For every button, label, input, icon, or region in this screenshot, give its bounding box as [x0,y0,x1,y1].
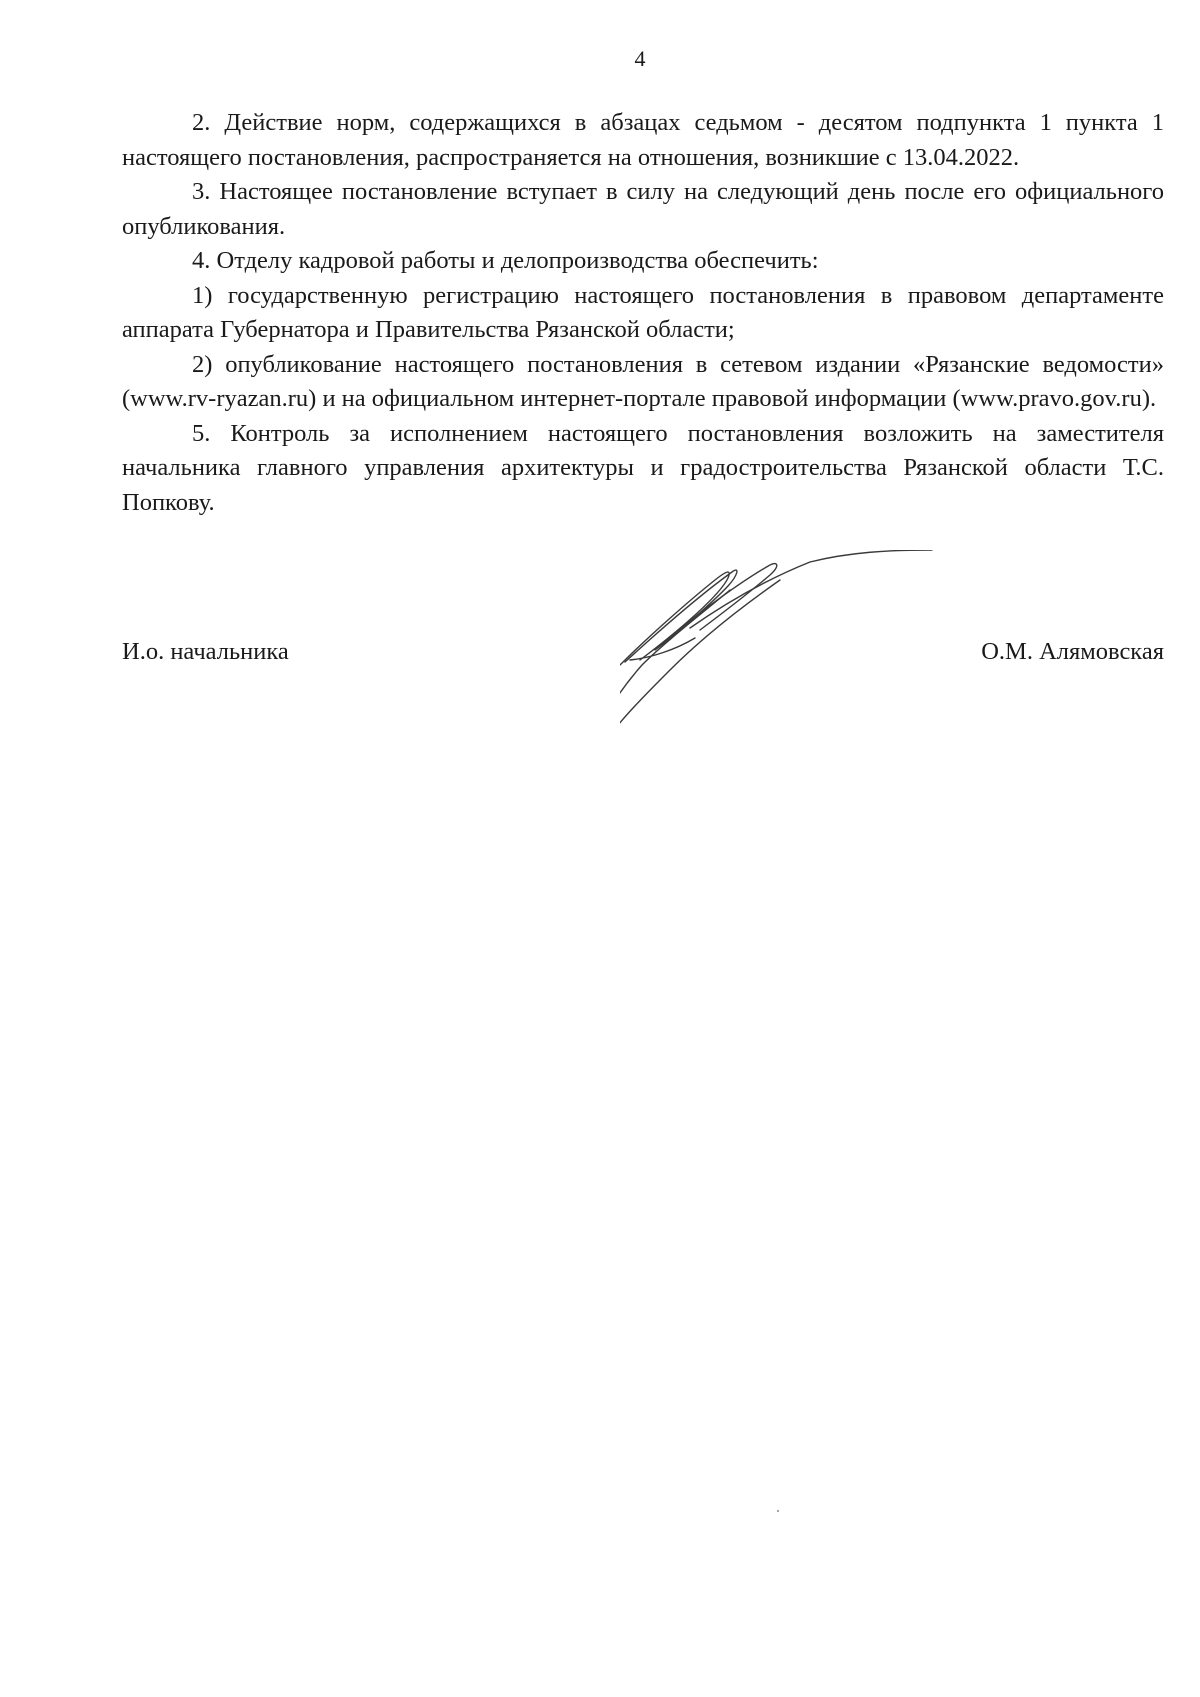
paragraph-4: 4. Отделу кадровой работы и делопроизводства обеспечить: [192,247,819,274]
paragraph-4-item-1: 1) государственную регистрацию настоящего постановления в правовом департаменте аппарата Губернатора и Правительства Рязанской области; [122,281,1164,343]
paragraph-3: 3. Настоящее постановление вступает в силу на следующий день после его официального опубликования. [122,178,1164,240]
document-body [122,106,1164,520]
page-number: 4 [634,46,646,71]
paragraph-4-item-2: 2) опубликование настоящего постановления в сетевом издании «Рязанские ведомости» (www.rv-ryazan.ru) и на официальном интернет-портале правовой информации (www.pravo.gov.ru). [122,350,1164,412]
paragraph-2: 2. Действие норм, содержащихся в абзацах седьмом - десятом подпункта 1 пункта 1 настоящего постановления, распространяется на отношения, возникшие с 13.04.2022. [122,109,1164,171]
scan-speck [777,1510,779,1512]
handwritten-signature [620,550,950,760]
paragraph-5: 5. Контроль за исполнением настоящего постановления возложить на заместителя начальника главного управления архитектуры и градостроительства Рязанской области Т.С. Попкову. [122,419,1164,516]
signer-position: И.о. начальника [122,638,289,665]
signer-name: О.М. Алямовская [981,638,1164,665]
